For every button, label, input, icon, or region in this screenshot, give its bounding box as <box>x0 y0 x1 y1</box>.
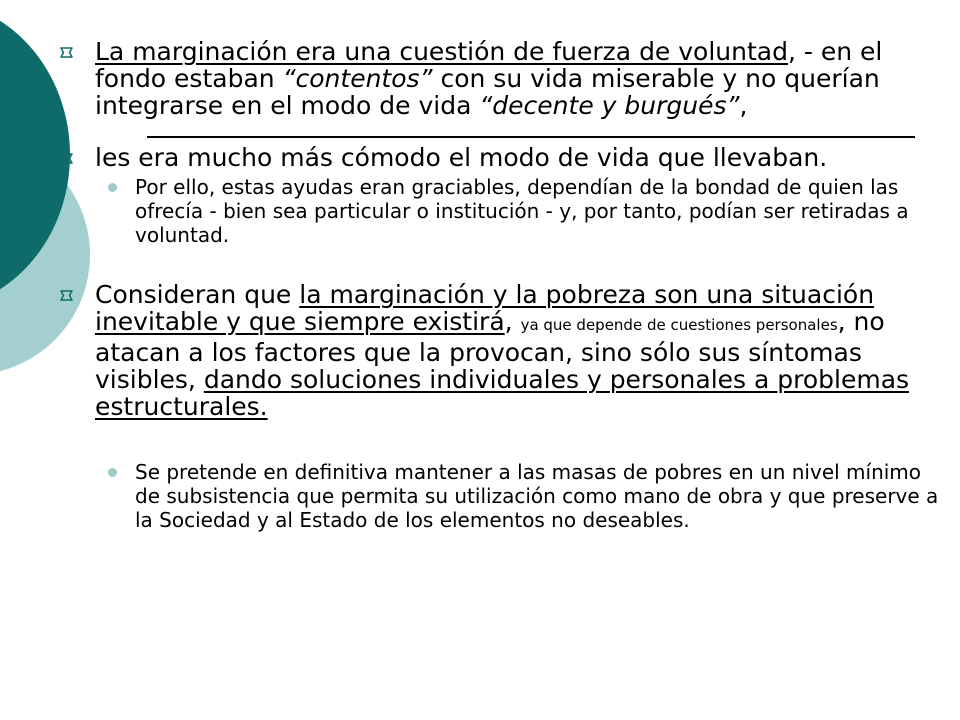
separator-rule <box>147 136 915 138</box>
slide-content <box>60 38 940 532</box>
p2-text: les era mucho más cómodo el modo de vida que llevaban. <box>95 143 828 172</box>
p1-italic-decente: “decente y burgués” <box>479 91 740 120</box>
p3-text-c: , <box>504 307 521 336</box>
sub-bullet-paragraph-3 <box>60 460 940 532</box>
bullet-paragraph-1 <box>60 38 940 119</box>
dot-bullet-icon <box>108 183 117 192</box>
bullet-paragraph-3 <box>60 281 940 420</box>
p1-text-f: , <box>739 91 748 120</box>
sub-bullet-paragraph-2 <box>60 175 940 247</box>
p3-small-text: ya que depende de cuestiones personales <box>520 316 838 334</box>
hollow-square-bullet-icon <box>60 153 73 164</box>
p3-underlined-text-1: la marginación y la pobreza son una situación inevitable y que siempre existirá <box>95 280 875 336</box>
p1-underlined-text: La marginación era una cuestión de fuerza de voluntad <box>95 37 788 66</box>
p1-text-d: con su vida miserable y no querían integrarse en el modo de vida <box>95 64 880 120</box>
p3-underlined-text-2: dando soluciones individuales y personales a problemas estructurales. <box>95 365 910 421</box>
p3-sub-text: Se pretende en definitiva mantener a las masas de pobres en un nivel mínimo de subsistencia que permita su utilización como mano de obra y que preserve a la Sociedad y al Estado de los elementos no deseables. <box>135 460 939 532</box>
bullet-paragraph-2 <box>60 144 940 171</box>
p1-text-b: , - en el fondo estaban <box>95 37 883 93</box>
p3-text-e: , no atacan a los factores que la provocan, sino sólo sus síntomas visibles, <box>95 307 885 394</box>
dot-bullet-icon <box>108 468 117 477</box>
hollow-square-bullet-icon <box>60 290 73 301</box>
hollow-square-bullet-icon <box>60 47 73 58</box>
p1-italic-contentos: “contentos” <box>282 64 433 93</box>
p2-sub-text: Por ello, estas ayudas eran graciables, dependían de la bondad de quien las ofrecía - bien sea particular o institución - y, por tanto, podían ser retiradas a voluntad. <box>135 175 909 247</box>
p3-text-a: Consideran que <box>95 280 300 309</box>
